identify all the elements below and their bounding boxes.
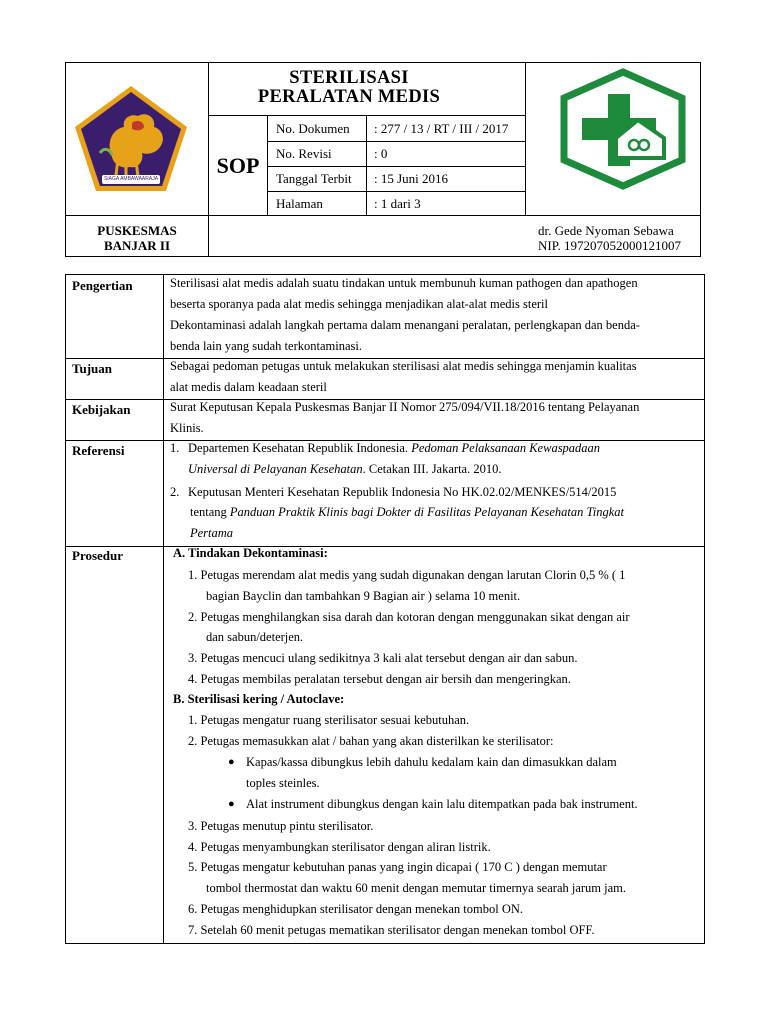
signer-block (538, 223, 681, 253)
reference-item (188, 438, 600, 459)
procedure-step: 6. Petugas menghidupkan sterilisator dengan menekan tombol ON. (188, 902, 524, 916)
procedure-step: 5. Petugas mengatur kebutuhan panas yang ingin dicapai ( 170 C ) dengan memutar (188, 860, 607, 874)
pengertian-line: Dekontaminasi adalah langkah pertama dalam menangani peralatan, perlengkapan dan benda- (170, 318, 640, 332)
procedure-step: 7. Setelah 60 menit petugas mematikan sterilisator dengan menekan tombol OFF. (188, 923, 595, 937)
title-line-1: STERILISASI (289, 68, 409, 88)
reference-title: Pertama (190, 526, 234, 540)
procedure-step: bagian Bayclin dan tambahkan 9 Bagian air ) selama 10 menit. (206, 589, 521, 603)
procedure-substep: Kapas/kassa dibungkus lebih dahulu kedalam kain dan dimasukkan dalam (246, 755, 617, 769)
reference-text: Departemen Kesehatan Republik Indonesia. (188, 441, 412, 455)
reference-number: 1. (170, 441, 180, 455)
logo-motto: SIAGA AMBAWAARAJA (103, 176, 159, 182)
reference-item (190, 502, 624, 523)
sop-header (65, 62, 701, 257)
header-divider (208, 115, 526, 116)
pengertian-line: Sterilisasi alat medis adalah suatu tindakan untuk membunuh kuman pathogen dan apathogen (170, 276, 638, 290)
procedure-section-title: A. Tindakan Dekontaminasi: (173, 546, 328, 560)
tujuan-line: alat medis dalam keadaan steril (170, 380, 327, 394)
meta-value: : 0 (374, 146, 388, 161)
bullet-dot-icon: ● (228, 798, 235, 810)
header-divider (366, 115, 367, 215)
procedure-step: 2. Petugas memasukkan alat / bahan yang akan disterilkan ke sterilisator: (188, 734, 554, 748)
procedure-step: tombol thermostat dan waktu 60 menit dengan memutar timernya searah jarum jam. (206, 881, 627, 895)
reference-title: Universal di Pelayanan Kesehatan (188, 462, 363, 476)
reference-title: Panduan Praktik Klinis bagi Dokter di Fasilitas Pelayanan Kesehatan Tingkat (229, 505, 624, 519)
header-divider (267, 166, 526, 167)
kebijakan-line: Klinis. (170, 421, 204, 435)
row-label-tujuan: Tujuan (72, 361, 112, 376)
meta-label: No. Revisi (276, 146, 332, 161)
organization-name (66, 223, 208, 253)
org-line-2: BANJAR II (103, 238, 171, 253)
sop-content-table (65, 274, 705, 944)
procedure-step: 2. Petugas menghilangkan sisa darah dan kotoran dengan menggunakan sikat dengan air (188, 610, 630, 624)
column-divider (163, 275, 164, 944)
procedure-step: 4. Petugas menyambungkan sterilisator dengan aliran listrik. (188, 840, 491, 854)
puskesmas-logo-icon (552, 68, 694, 190)
meta-value: : 277 / 13 / RT / III / 2017 (374, 121, 509, 136)
row-label-kebijakan: Kebijakan (72, 402, 131, 417)
reference-number: 2. (170, 485, 180, 499)
meta-value: : 15 Juni 2016 (374, 171, 449, 186)
bullet-dot-icon: ● (228, 756, 235, 768)
procedure-step: 4. Petugas membilas peralatan tersebut dengan air bersih dan mengeringkan. (188, 672, 571, 686)
meta-label: No. Dokumen (276, 121, 350, 136)
row-label-prosedur: Prosedur (72, 548, 124, 563)
signer-nip: NIP. 197207052000121007 (538, 238, 682, 253)
reference-text: tentang (190, 505, 230, 519)
reference-title: Pedoman Pelaksanaan Kewaspadaan (411, 441, 601, 455)
header-divider (267, 115, 268, 215)
kebijakan-line: Surat Keputusan Kepala Puskesmas Banjar II Nomor 275/094/VII.18/2016 tentang Pelayanan (170, 400, 640, 414)
reference-item (188, 459, 501, 480)
reference-text: Keputusan Menteri Kesehatan Republik Indonesia No HK.02.02/MENKES/514/2015 (188, 485, 617, 499)
row-label-referensi: Referensi (72, 443, 125, 458)
procedure-step: 3. Petugas mencuci ulang sedikitnya 3 kali alat tersebut dengan air dan sabun. (188, 651, 578, 665)
title-line-2: PERALATAN MEDIS (257, 87, 441, 107)
header-divider (267, 191, 526, 192)
pengertian-line: benda lain yang sudah terkontaminasi. (170, 339, 362, 353)
pengertian-line: beserta sporanya pada alat medis sehingga menjadikan alat-alat medis steril (170, 297, 548, 311)
meta-value: : 1 dari 3 (374, 196, 421, 211)
procedure-substep: toples steinles. (246, 776, 320, 790)
meta-label: Halaman (276, 196, 323, 211)
reference-text: . Cetakan III. Jakarta. 2010. (362, 462, 502, 476)
procedure-substep: Alat instrument dibungkus dengan kain lalu ditempatkan pada bak instrument. (246, 797, 638, 811)
procedure-section-title: B. Sterilisasi kering / Autoclave: (173, 692, 345, 706)
procedure-step: dan sabun/deterjen. (206, 630, 304, 644)
document-title (209, 69, 489, 107)
procedure-step: 1. Petugas mengatur ruang sterilisator sesuai kebutuhan. (188, 713, 470, 727)
row-label-pengertian: Pengertian (72, 278, 133, 293)
procedure-step: 1. Petugas merendam alat medis yang sudah digunakan dengan larutan Clorin 0,5 % ( 1 (188, 568, 626, 582)
row-divider (66, 546, 705, 547)
org-line-1: PUSKESMAS (97, 223, 177, 238)
header-divider (66, 215, 701, 216)
meta-label: Tanggal Terbit (276, 171, 352, 186)
header-divider (267, 141, 526, 142)
tujuan-line: Sebagai pedoman petugas untuk melakukan sterilisasi alat medis sehingga menjamin kualitas (170, 359, 637, 373)
procedure-step: 3. Petugas menutup pintu sterilisator. (188, 819, 374, 833)
header-divider (525, 63, 526, 215)
sop-label: SOP (216, 153, 260, 178)
signer-name: dr. Gede Nyoman Sebawa (538, 223, 674, 238)
